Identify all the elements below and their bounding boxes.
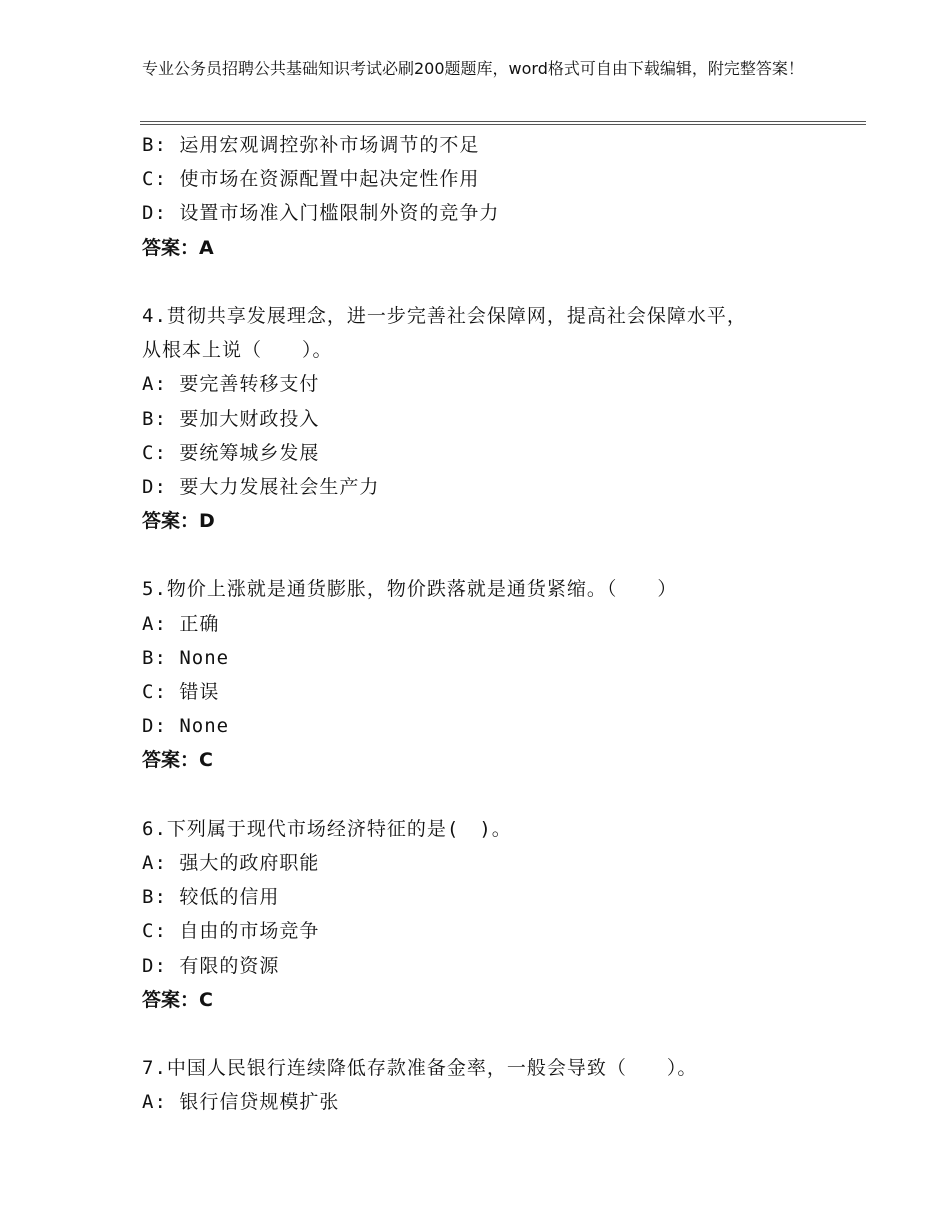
q3-option-d: D: 设置市场准入门槛限制外资的竞争力 bbox=[142, 202, 500, 225]
header-rule-bottom bbox=[140, 124, 866, 125]
q5-option-d: D: None bbox=[142, 715, 230, 738]
q6-stem: 6.下列属于现代市场经济特征的是( )。 bbox=[142, 817, 512, 840]
spacer bbox=[142, 265, 866, 299]
q6-option-d: D: 有限的资源 bbox=[142, 954, 280, 977]
q6-answer: 答案：C bbox=[142, 988, 213, 1011]
q4-answer: 答案：D bbox=[142, 510, 215, 533]
spacer bbox=[142, 1017, 866, 1051]
q6-option-a: A: 强大的政府职能 bbox=[142, 851, 320, 874]
q4-option-c: C: 要统筹城乡发展 bbox=[142, 441, 320, 464]
q7-stem: 7.中国人民银行连续降低存款准备金率，一般会导致（ ）。 bbox=[142, 1057, 698, 1080]
spacer bbox=[142, 538, 866, 572]
document-header: 专业公务员招聘公共基础知识考试必刷200题题库，word格式可自由下载编辑，附完整答案！ bbox=[142, 59, 804, 78]
q5-option-c: C: 错误 bbox=[142, 681, 220, 703]
q3-option-c: C: 使市场在资源配置中起决定性作用 bbox=[142, 168, 480, 191]
q6-option-b: B: 较低的信用 bbox=[142, 886, 280, 909]
q5-option-a: A: 正确 bbox=[142, 612, 220, 635]
q4-option-a: A: 要完善转移支付 bbox=[142, 373, 320, 396]
question-list bbox=[142, 128, 866, 1119]
q5-stem: 5.物价上涨就是通货膨胀，物价跌落就是通货紧缩。（ ） bbox=[142, 578, 678, 601]
q5-answer: 答案：C bbox=[142, 749, 213, 772]
q3-answer: 答案：A bbox=[142, 236, 214, 259]
q7-option-a: A: 银行信贷规模扩张 bbox=[142, 1091, 340, 1114]
q5-option-b: B: None bbox=[142, 646, 230, 669]
header-rule-top bbox=[140, 121, 866, 122]
q4-option-d: D: 要大力发展社会生产力 bbox=[142, 475, 380, 498]
spacer bbox=[142, 778, 866, 812]
q6-option-c: C: 自由的市场竞争 bbox=[142, 920, 320, 943]
q4-stem-line1: 4.贯彻共享发展理念，进一步完善社会保障网，提高社会保障水平， bbox=[142, 304, 747, 327]
q4-option-b: B: 要加大财政投入 bbox=[142, 407, 320, 430]
q4-stem-line2: 从根本上说（ ）。 bbox=[142, 339, 333, 362]
q3-option-b: B: 运用宏观调控弥补市场调节的不足 bbox=[142, 134, 480, 156]
